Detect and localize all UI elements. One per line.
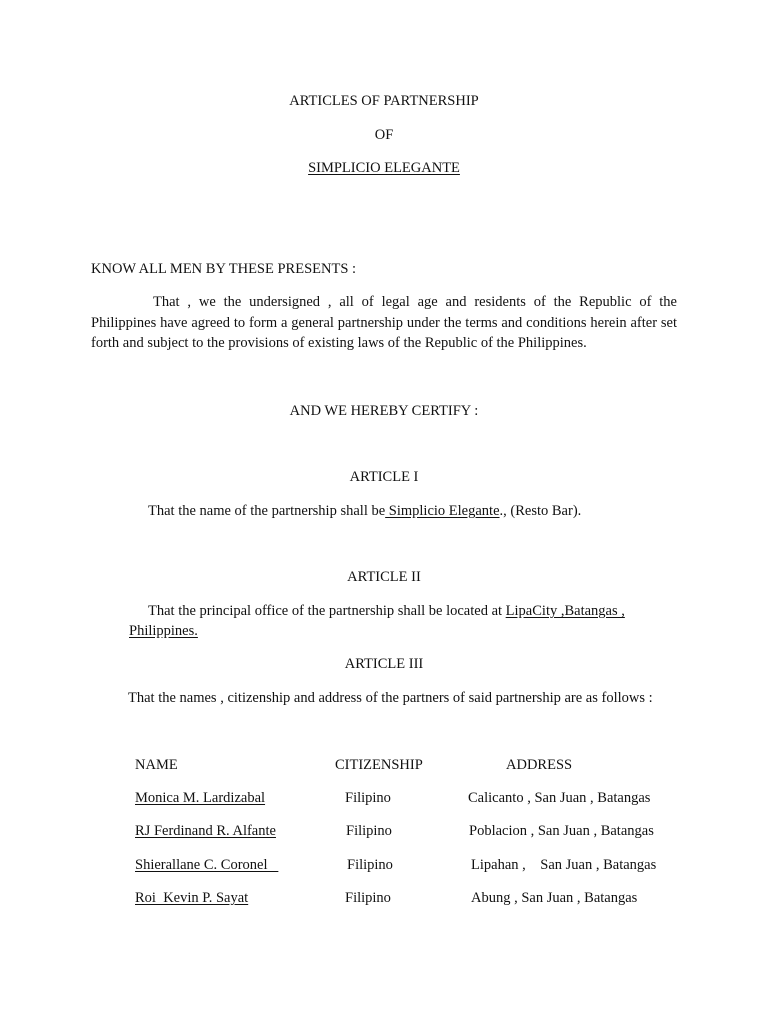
article-1-text xyxy=(148,503,581,520)
partner-name: RJ Ferdinand R. Alfante xyxy=(135,823,276,839)
article-1-text-before: That the name of the partnership shall be xyxy=(148,503,386,519)
article-2-text-line2 xyxy=(129,623,198,640)
partner-citizenship: Filipino xyxy=(346,823,392,839)
article-2-text-before: That the principal office of the partnership shall be located at xyxy=(148,603,506,619)
article-2-location-line1: LipaCity ,Batangas , xyxy=(505,603,625,619)
table-row xyxy=(0,857,768,877)
article-3-text: That the names , citizenship and address of the partners of said partnership are as follows : xyxy=(128,690,653,706)
article-1-partnership-name: Simplicio Elegante xyxy=(385,503,500,519)
article-2-heading: ARTICLE II xyxy=(347,569,421,585)
title-of: OF xyxy=(374,127,394,143)
partnership-name-title: SIMPLICIO ELEGANTE xyxy=(308,160,460,176)
table-row xyxy=(0,790,768,810)
header-citizenship: CITIZENSHIP xyxy=(335,757,423,773)
article-2-location-line2: Philippines. xyxy=(129,623,198,639)
partner-name: Shierallane C. Coronel xyxy=(135,857,279,873)
intro-heading: KNOW ALL MEN BY THESE PRESENTS : xyxy=(91,261,357,277)
article-1-text-after: ., (Resto Bar). xyxy=(499,503,582,519)
article-2-text-line1 xyxy=(148,603,625,620)
partner-name: Roi Kevin P. Sayat xyxy=(135,890,249,906)
partner-address: Lipahan , San Juan , Batangas xyxy=(471,857,657,873)
certify-heading: AND WE HEREBY CERTIFY : xyxy=(289,403,479,419)
document-title: ARTICLES OF PARTNERSHIP xyxy=(289,93,479,109)
intro-paragraph xyxy=(91,292,677,354)
partner-address: Calicanto , San Juan , Batangas xyxy=(468,790,651,806)
header-name: NAME xyxy=(135,757,178,773)
partner-address: Abung , San Juan , Batangas xyxy=(471,890,638,906)
article-3-heading: ARTICLE III xyxy=(344,656,424,672)
title-name-line xyxy=(0,160,768,177)
table-row xyxy=(0,823,768,843)
partners-table-header xyxy=(0,757,768,777)
table-row xyxy=(0,890,768,910)
partner-citizenship: Filipino xyxy=(345,890,391,906)
partner-citizenship: Filipino xyxy=(345,790,391,806)
partner-address: Poblacion , San Juan , Batangas xyxy=(469,823,654,839)
header-address: ADDRESS xyxy=(506,757,573,773)
partner-citizenship: Filipino xyxy=(347,857,393,873)
intro-paragraph-text: That , we the undersigned , all of legal age and residents of the Republic of the Philippines have agreed to form a general partnership under the terms and conditions herein after set forth and subject to the provisions of existing laws of the Republic of the Philippines. xyxy=(91,294,677,351)
article-1-heading: ARTICLE I xyxy=(349,469,419,485)
partner-name: Monica M. Lardizabal xyxy=(135,790,266,806)
